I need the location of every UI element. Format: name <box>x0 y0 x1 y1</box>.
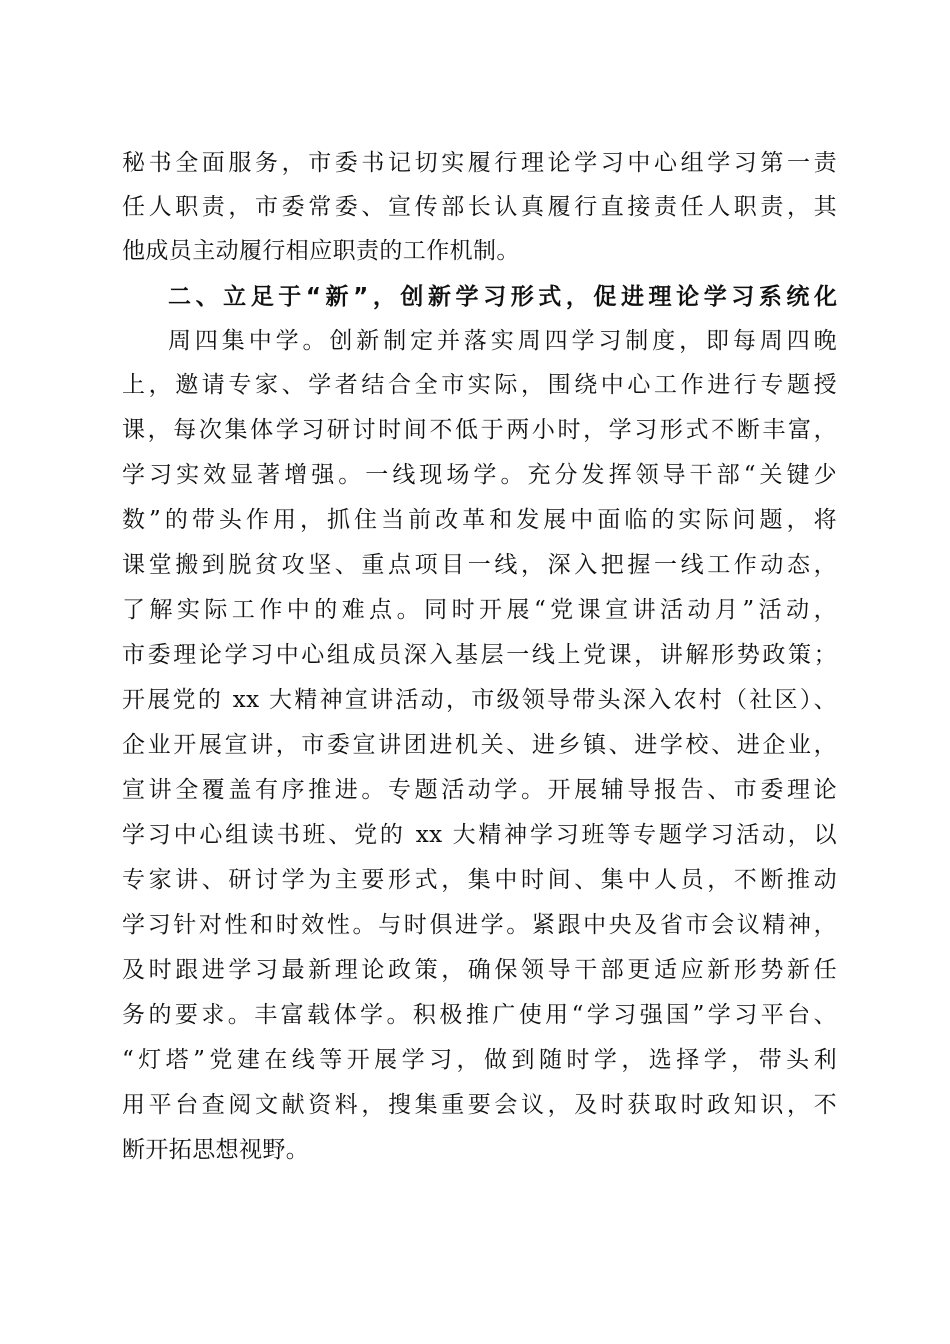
text-line: 宣讲全覆盖有序推进。专题活动学。开展辅导报告、市委理论 <box>122 777 837 803</box>
text-line: 务的要求。丰富载体学。积极推广使用“学习强国”学习平台、 <box>122 1002 837 1028</box>
text-line: 学习针对性和时效性。与时俱进学。紧跟中央及省市会议精神， <box>122 912 837 938</box>
text-line: 课堂搬到脱贫攻坚、重点项目一线，深入把握一线工作动态， <box>122 552 837 578</box>
text-line: 市委理论学习中心组成员深入基层一线上党课，讲解形势政策； <box>122 642 837 668</box>
text-line: 用平台查阅文献资料，搜集重要会议，及时获取时政知识，不 <box>122 1092 837 1118</box>
text-line: 及时跟进学习最新理论政策，确保领导干部更适应新形势新任 <box>122 957 837 983</box>
text-line: “灯塔”党建在线等开展学习，做到随时学，选择学，带头利 <box>122 1047 837 1073</box>
text-line: 任人职责，市委常委、宣传部长认真履行直接责任人职责，其 <box>122 194 837 220</box>
text-line: 周四集中学。创新制定并落实周四学习制度，即每周四晚 <box>168 328 837 354</box>
text-line: 数”的带头作用，抓住当前改革和发展中面临的实际问题，将 <box>122 507 837 533</box>
text-line: 课，每次集体学习研讨时间不低于两小时，学习形式不断丰富， <box>122 417 837 443</box>
text-line: 开展党的 xx 大精神宣讲活动，市级领导带头深入农村（社区）、 <box>122 687 837 713</box>
text-line: 企业开展宣讲，市委宣讲团进机关、进乡镇、进学校、进企业， <box>122 732 837 758</box>
text-line: 专家讲、研讨学为主要形式，集中时间、集中人员，不断推动 <box>122 867 837 893</box>
text-line: 了解实际工作中的难点。同时开展“党课宣讲活动月”活动， <box>122 597 837 623</box>
text-line: 学习中心组读书班、党的 xx 大精神学习班等专题学习活动，以 <box>122 822 837 848</box>
text-line: 上，邀请专家、学者结合全市实际，围绕中心工作进行专题授 <box>122 372 837 398</box>
section-heading: 二、立足于“新”，创新学习形式，促进理论学习系统化 <box>168 284 837 310</box>
text-line: 学习实效显著增强。一线现场学。充分发挥领导干部“关键少 <box>122 462 837 488</box>
text-line: 秘书全面服务，市委书记切实履行理论学习中心组学习第一责 <box>122 150 837 176</box>
text-line: 他成员主动履行相应职责的工作机制。 <box>122 238 520 264</box>
text-line: 断开拓思想视野。 <box>122 1137 310 1163</box>
